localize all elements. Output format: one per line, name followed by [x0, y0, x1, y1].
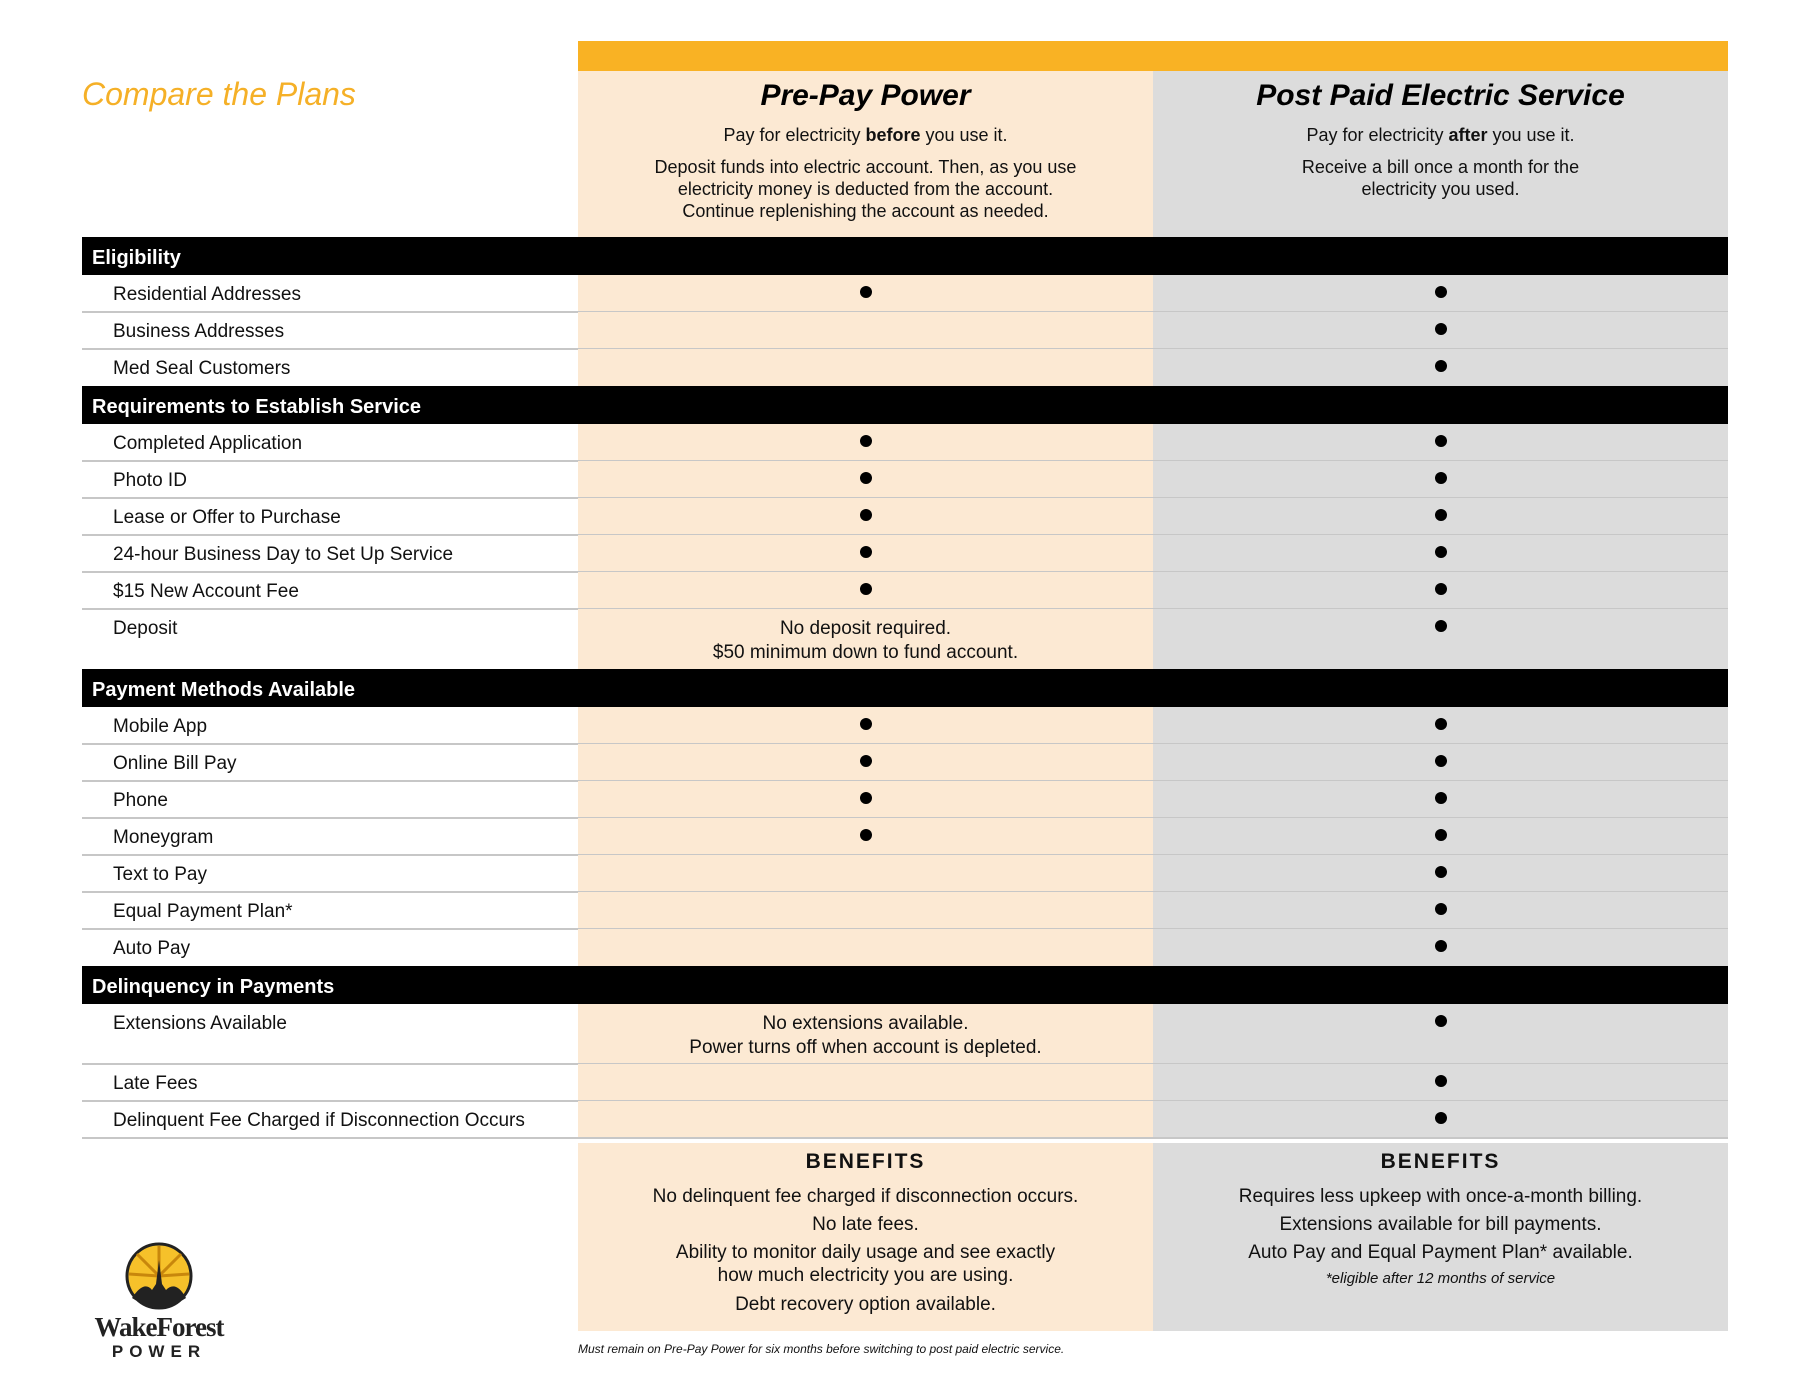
postpaid-check-dot: [1435, 583, 1447, 595]
prepay-check-dot: [860, 583, 872, 595]
benefit-item: Debt recovery option available.: [735, 1294, 996, 1315]
prepay-cell-bg: [578, 312, 1153, 349]
prepay-check-dot: [860, 755, 872, 767]
benefit-item: Ability to monitor daily usage and see exactly how much electricity you are using.: [675, 1242, 1056, 1286]
prepay-cell-bg: [578, 1064, 1153, 1101]
postpaid-check-dot: [1435, 1015, 1447, 1027]
postpaid-check-dot: [1435, 903, 1447, 915]
row-label: Photo ID: [113, 470, 187, 491]
prepay-cell-bg: [578, 349, 1153, 386]
plan-tagline: Pay for electricity after you use it.: [1306, 125, 1575, 145]
benefit-item: Requires less upkeep with once-a-month billing.: [1238, 1186, 1643, 1207]
row-label: Lease or Offer to Purchase: [113, 507, 341, 528]
postpaid-check-dot: [1435, 546, 1447, 558]
row-label: Extensions Available: [113, 1013, 287, 1034]
prepay-cell-text: No extensions available. Power turns off when account is depleted.: [689, 1013, 1042, 1058]
postpaid-check-dot: [1435, 360, 1447, 372]
postpaid-check-dot: [1435, 755, 1447, 767]
benefit-item: No delinquent fee charged if disconnection occurs.: [652, 1186, 1079, 1207]
postpaid-check-dot: [1435, 1112, 1447, 1124]
postpaid-cell-bg: [1153, 609, 1728, 669]
benefit-item: Extensions available for bill payments.: [1279, 1214, 1602, 1235]
row-label: Moneygram: [113, 827, 214, 848]
benefit-item: No late fees.: [812, 1214, 919, 1235]
switching-footnote: Must remain on Pre-Pay Power for six months before switching to post paid electric service.: [578, 1342, 1065, 1356]
logo-subtitle: POWER: [111, 1342, 207, 1361]
plan-header-postpaid: [1153, 71, 1728, 200]
logo-wordmark: WakeForest: [94, 1312, 224, 1342]
benefit-footnote: *eligible after 12 months of service: [1325, 1270, 1556, 1287]
row-label: Phone: [113, 790, 168, 811]
row-label: Deposit: [113, 618, 178, 639]
row-label: $15 New Account Fee: [113, 581, 299, 602]
wakeforest-power-logo: [84, 1240, 234, 1360]
prepay-check-dot: [860, 792, 872, 804]
postpaid-check-dot: [1435, 620, 1447, 632]
prepay-cell-bg: [578, 1101, 1153, 1138]
row-label: Mobile App: [113, 716, 208, 737]
prepay-cell-bg: [578, 855, 1153, 892]
row-label: Med Seal Customers: [113, 358, 291, 379]
postpaid-check-dot: [1435, 829, 1447, 841]
postpaid-check-dot: [1435, 323, 1447, 335]
postpaid-check-dot: [1435, 940, 1447, 952]
plan-name: Post Paid Electric Service: [1256, 79, 1625, 112]
row-label: Residential Addresses: [113, 284, 301, 305]
prepay-check-dot: [860, 509, 872, 521]
postpaid-check-dot: [1435, 792, 1447, 804]
postpaid-check-dot: [1435, 718, 1447, 730]
plan-header-prepay: [578, 71, 1153, 222]
section-header: Eligibility: [82, 237, 1728, 275]
row-label: 24-hour Business Day to Set Up Service: [113, 544, 454, 565]
prepay-cell-bg: [578, 929, 1153, 966]
benefit-item: Auto Pay and Equal Payment Plan* available.: [1248, 1242, 1633, 1263]
row-label: Delinquent Fee Charged if Disconnection Occurs: [113, 1110, 525, 1131]
postpaid-check-dot: [1435, 1075, 1447, 1087]
benefits-heading-prepay: BENEFITS: [805, 1150, 926, 1173]
section-header: Delinquency in Payments: [82, 966, 1728, 1004]
benefits-heading-postpaid: BENEFITS: [1380, 1150, 1501, 1173]
row-label: Equal Payment Plan*: [113, 901, 293, 922]
prepay-cell-text: No deposit required. $50 minimum down to fund account.: [712, 618, 1019, 663]
prepay-check-dot: [860, 286, 872, 298]
plan-tagline: Pay for electricity before you use it.: [723, 125, 1008, 145]
plan-description: Receive a bill once a month for the electricity you used.: [1301, 157, 1580, 199]
section-header: Requirements to Establish Service: [82, 386, 1728, 424]
prepay-check-dot: [860, 546, 872, 558]
row-divider: [82, 1137, 1728, 1139]
page-title: Compare the Plans: [82, 76, 356, 112]
prepay-check-dot: [860, 718, 872, 730]
postpaid-check-dot: [1435, 509, 1447, 521]
postpaid-cell-bg: [1153, 1004, 1728, 1064]
plan-name: Pre-Pay Power: [760, 79, 971, 112]
postpaid-check-dot: [1435, 866, 1447, 878]
row-label: Completed Application: [113, 433, 303, 454]
postpaid-check-dot: [1435, 286, 1447, 298]
prepay-check-dot: [860, 472, 872, 484]
row-label: Late Fees: [113, 1073, 198, 1094]
plan-description: Deposit funds into electric account. Then, as you use electricity money is deducted from the account. Continue replenishing the account as needed.: [654, 157, 1077, 221]
row-label: Online Bill Pay: [113, 753, 237, 774]
prepay-check-dot: [860, 435, 872, 447]
prepay-check-dot: [860, 829, 872, 841]
row-label: Auto Pay: [113, 938, 191, 959]
section-header: Payment Methods Available: [82, 669, 1728, 707]
row-label: Text to Pay: [113, 864, 207, 885]
row-label: Business Addresses: [113, 321, 285, 342]
prepay-cell-bg: [578, 892, 1153, 929]
postpaid-check-dot: [1435, 472, 1447, 484]
header-accent-bar: [578, 41, 1728, 71]
logo-sunburst-icon: [84, 1240, 234, 1320]
postpaid-check-dot: [1435, 435, 1447, 447]
